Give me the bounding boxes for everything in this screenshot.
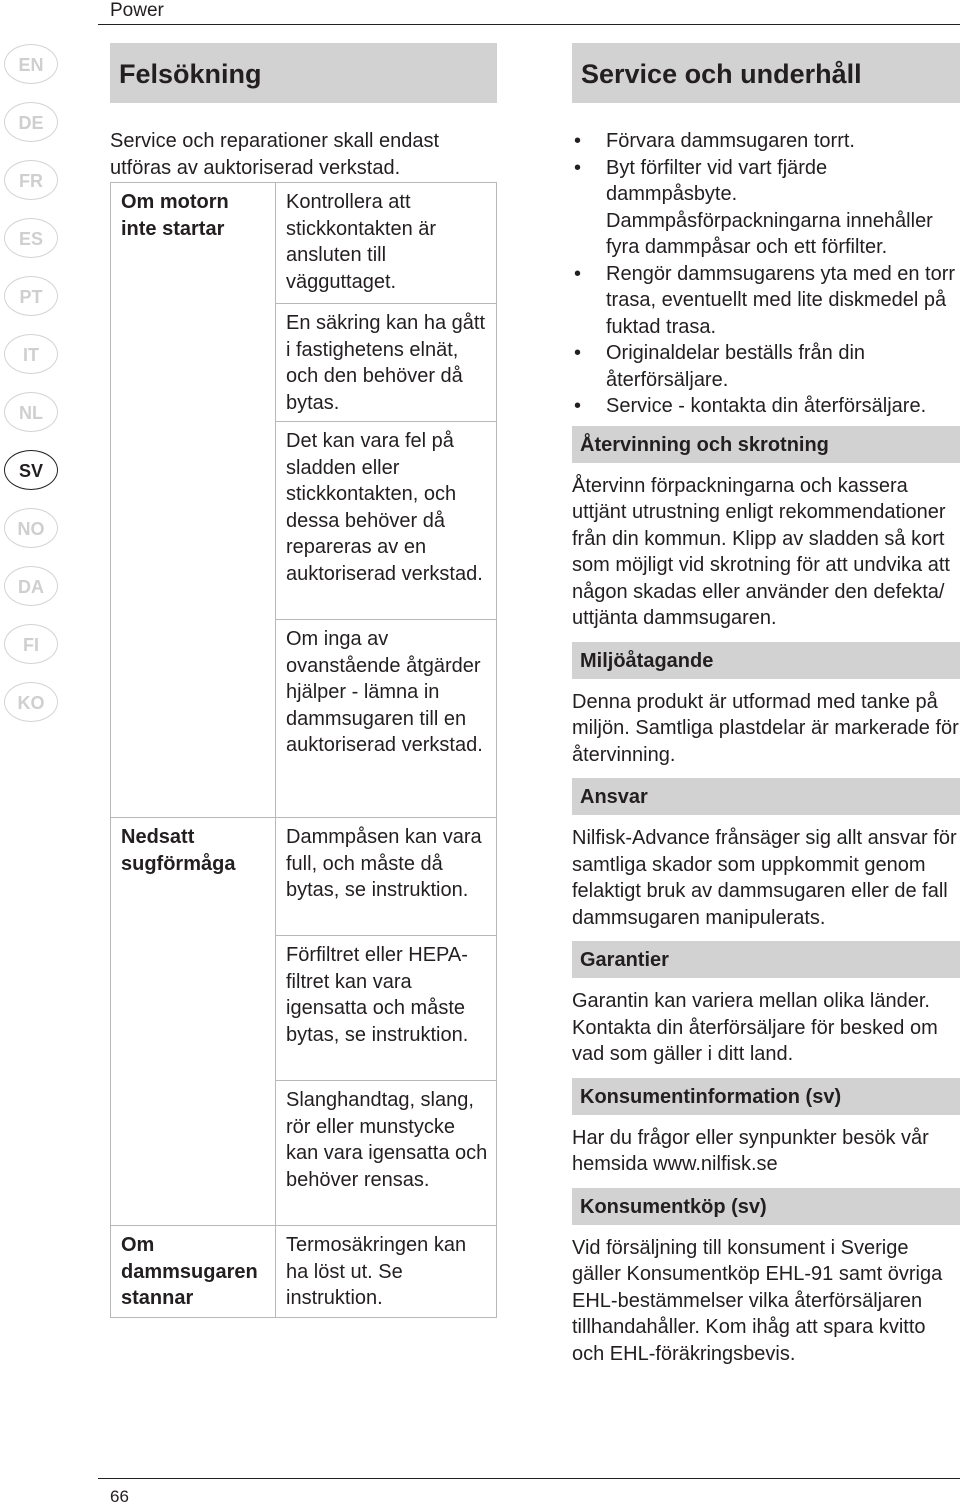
remedy-cell: Slanghandtag, slang, rör eller munstycke kan vara igensatta och behöver rensas. [276,1081,497,1226]
condition-vacuum-stops: Om dammsugaren stannar [111,1226,276,1318]
lang-tab-nl[interactable]: NL [4,392,58,432]
lang-tab-da[interactable]: DA [4,566,58,606]
consumer-info-text: Har du frågor eller synpunkter besök vår hemsida www.nilfisk.se [572,1126,929,1175]
bullet-icon: • [574,156,582,179]
header-label: Power [110,0,164,21]
lang-tab-fi[interactable]: FI [4,624,58,664]
troubleshooting-table [110,182,497,1318]
recycling-heading: Återvinning och skrotning [572,426,960,463]
list-item: • Rengör dammsugarens yta med en torr trasa, eventuellt med lite diskmedel på fuktad trasa. [574,262,956,338]
troubleshooting-title: Felsökning [110,43,497,103]
bullet-icon: • [574,342,582,364]
service-content [572,128,960,1367]
remedy-cell: Det kan vara fel på sladden eller stickkontakten, och dessa behöver då repareras av en auktoriserad verkstad. [276,422,497,620]
environment-heading: Miljöåtagande [572,642,960,679]
consumer-purchase-heading: Konsumentköp (sv) [572,1188,960,1225]
remedy-cell: Förfiltret eller HEPA-filtret kan vara igensatta och måste bytas, se instruktion. [276,936,497,1081]
table-row [111,818,497,936]
list-item: • Service - kontakta din återförsäljare. [572,393,960,420]
remedy-cell: Kontrollera att stickkontakten är ansluten till vägguttaget. [276,183,497,304]
condition-reduced-suction: Nedsatt sugförmåga [111,818,276,1226]
lang-tab-sv[interactable]: SV [4,450,58,490]
page-number: 66 [110,1487,129,1506]
remedy-cell: Termosäkringen kan ha löst ut. Se instruktion. [276,1226,497,1318]
lang-tab-it[interactable]: IT [4,334,58,374]
bullet-icon: • [574,395,582,417]
service-title: Service och underhåll [572,43,960,103]
troubleshooting-intro: Service och reparationer skall endast utföras av auktoriserad verkstad. [110,130,440,179]
bullet-icon: • [574,130,582,152]
remedy-cell: Om inga av ovanstående åtgärder hjälper - lämna in dammsugaren till en auktoriserad verkstad. [276,620,497,818]
lang-tab-es[interactable]: ES [4,218,58,258]
lang-tab-de[interactable]: DE [4,102,58,142]
list-item: • Originaldelar beställs från din återförsäljare. [574,342,866,391]
lang-tab-en[interactable]: EN [4,44,58,84]
condition-motor-not-starting: Om motorn inte startar [111,183,276,818]
remedy-cell: Dammpåsen kan vara full, och måste då bytas, se instruktion. [276,818,497,936]
consumer-purchase-text: Vid försäljning till konsument i Sverige gäller Konsumentköp EHL-91 samt övriga EHL-bestämmelser vilka återförsäljaren tillhandahåller. Kom ihåg att spara kvitto och EHL-föräkringsbevis. [572,1236,943,1365]
table-row [111,183,497,304]
remedy-cell: En säkring kan ha gått i fastighetens elnät, och den behöver då bytas. [276,304,497,422]
liability-text: Nilfisk-Advance frånsäger sig allt ansvar för samtliga skador som uppkommit genom felaktigt bruk av dammsugaren eller de fall dammsugaren manipulerats. [572,827,957,929]
bullet-icon: • [574,262,582,285]
lang-tab-no[interactable]: NO [4,508,58,548]
liability-heading: Ansvar [572,778,960,815]
environment-text: Denna produkt är utformad med tanke på miljön. Samtliga plastdelar är markerade för återvinning. [572,690,959,766]
lang-tab-fr[interactable]: FR [4,160,58,200]
warranty-heading: Garantier [572,941,960,978]
list-item: • Förvara dammsugaren torrt. [572,128,960,155]
list-item: • Byt förfilter vid vart fjärde dammpåsbyte. Dammpåsförpackningarna innehåller fyra dammpåsar och ett förfilter. [574,156,933,258]
warranty-text: Garantin kan variera mellan olika länder. Kontakta din återförsäljare för besked om vad som gäller i ditt land. [572,990,938,1065]
service-list [572,128,960,420]
recycling-text: Återvinn förpackningarna och kassera uttjänt utrustning enligt rekommendationer från din kommun. Klipp av sladden så kort som möjligt vid skrotning för att undvika att någon skadas eller använder den defekta/ uttjänta dammsugaren. [572,474,950,629]
header-rule [98,24,960,25]
footer-rule [98,1478,960,1479]
table-row [111,1226,497,1318]
consumer-info-heading: Konsumentinformation (sv) [572,1078,960,1115]
lang-tab-pt[interactable]: PT [4,276,58,316]
lang-tab-ko[interactable]: KO [4,682,58,722]
